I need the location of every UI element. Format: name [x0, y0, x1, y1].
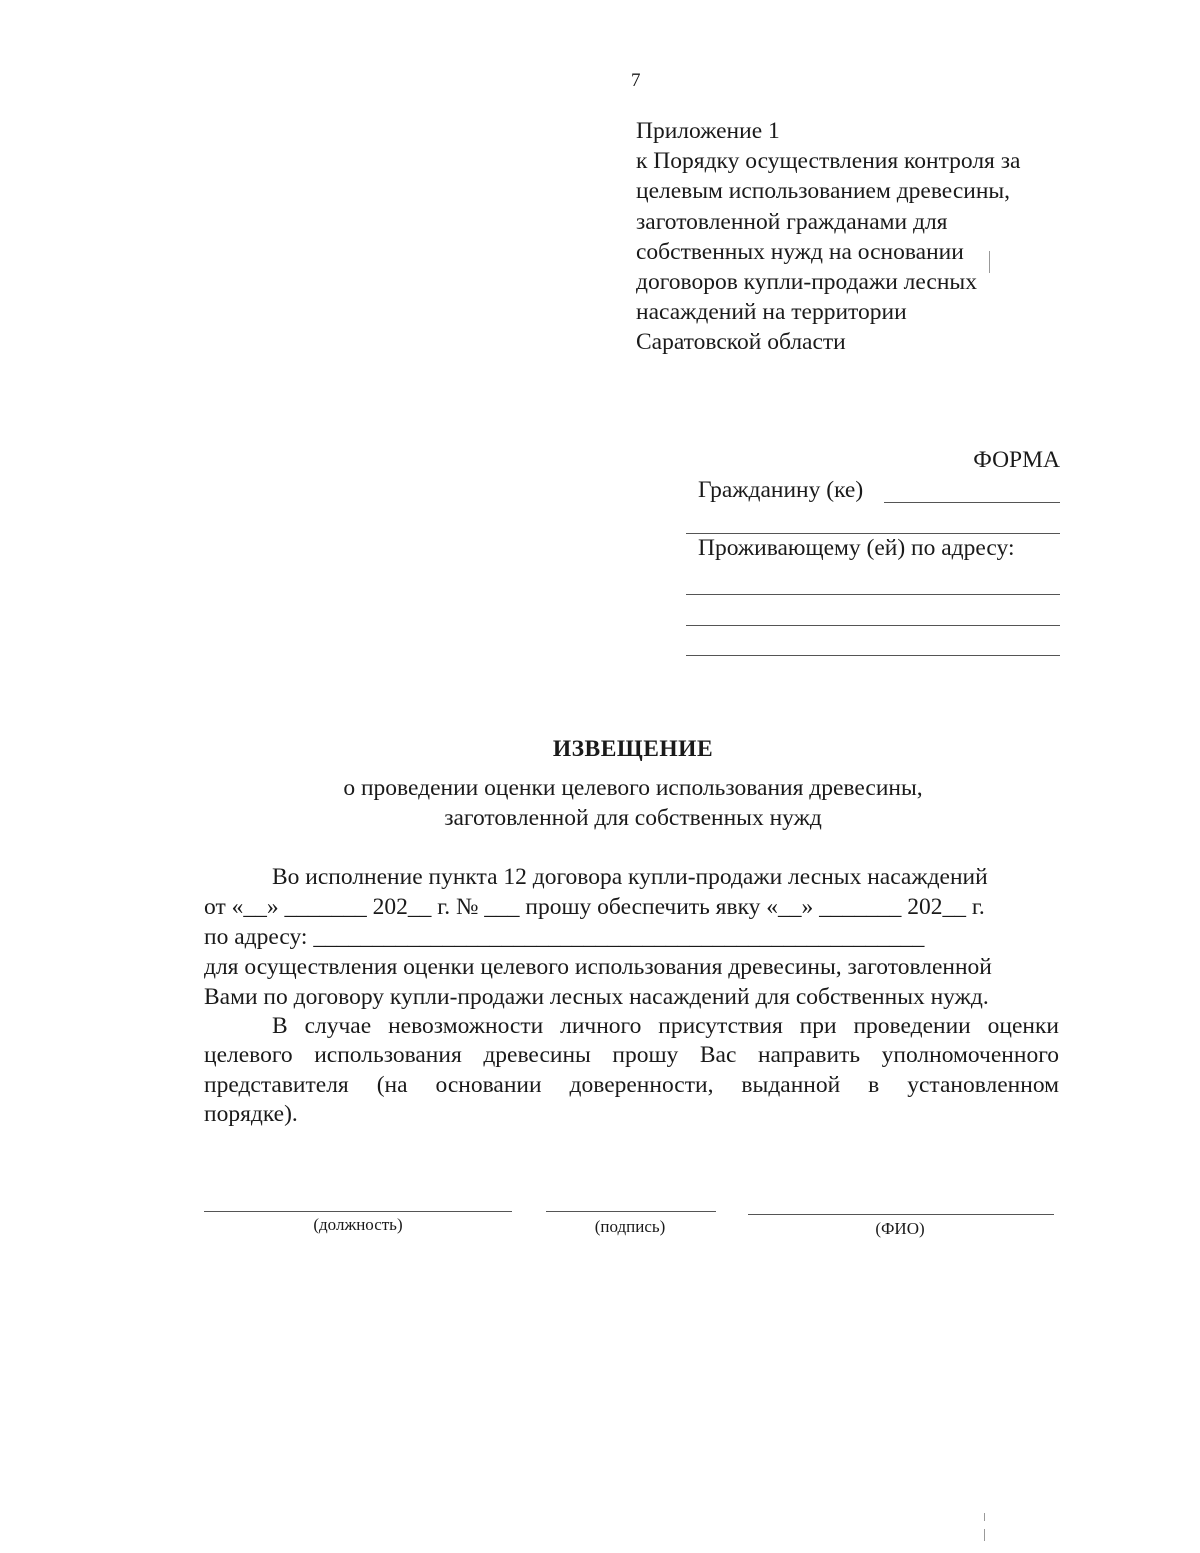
- citizen-name-line-1: [884, 502, 1060, 503]
- body-text-line: Во исполнение пункта 12 договора купли-продажи лесных насаждений: [272, 864, 988, 890]
- address-label: Проживающему (ей) по адресу:: [698, 535, 1015, 561]
- citizen-label: Гражданину (ке): [698, 477, 864, 503]
- appendix-line: к Порядку осуществления контроля за: [636, 148, 1021, 175]
- body-text-line: порядке).: [204, 1101, 298, 1127]
- body-text-line: Вами по договору купли-продажи лесных насаждений для собственных нужд.: [204, 984, 989, 1010]
- body-text-line: от «__» _______ 202__ г. № ___ прошу обеспечить явку «__» _______ 202__ г.: [204, 894, 985, 920]
- notice-title: ИЗВЕЩЕНИЕ: [552, 736, 714, 762]
- scan-artifact: [984, 1513, 985, 1521]
- appendix-line: целевым использованием древесины,: [636, 178, 1011, 205]
- signature-line: [546, 1211, 716, 1212]
- name-caption: (ФИО): [875, 1219, 925, 1238]
- address-line-1: [686, 594, 1060, 595]
- page-number: 7: [631, 70, 641, 91]
- appendix-line: Приложение 1: [636, 118, 780, 144]
- scan-artifact: [989, 251, 990, 273]
- appendix-line: собственных нужд на основании: [636, 238, 964, 265]
- scan-artifact: [984, 1529, 985, 1541]
- address-line-2: [686, 625, 1060, 626]
- name-signature-line: [748, 1214, 1054, 1215]
- notice-subtitle-line-2: заготовленной для собственных нужд: [444, 805, 822, 831]
- position-caption: (должность): [313, 1215, 403, 1234]
- appendix-line: договоров купли-продажи лесных: [636, 269, 977, 296]
- appendix-line: насаждений на территории: [636, 299, 907, 326]
- citizen-name-line-2: [686, 533, 1060, 534]
- appendix-header: [636, 116, 1020, 358]
- address-line-3: [686, 655, 1060, 656]
- body-text-line: В случае невозможности личного присутствия при проведении оценки: [272, 1013, 1059, 1039]
- notice-subtitle-line-1: о проведении оценки целевого использования древесины,: [343, 775, 923, 801]
- position-signature-line: [204, 1211, 512, 1212]
- form-label: ФОРМА: [973, 447, 1060, 473]
- appendix-line: Саратовской области: [636, 329, 846, 356]
- body-text-line: целевого использования древесины прошу Вас направить уполномоченного: [204, 1042, 1059, 1068]
- appendix-line: заготовленной гражданами для: [636, 208, 948, 235]
- body-text-line: представителя (на основании доверенности, выданной в установленном: [204, 1072, 1059, 1098]
- body-text-line: по адресу: ____________________________________________________: [204, 924, 925, 950]
- signature-caption: (подпись): [594, 1217, 666, 1236]
- body-text-line: для осуществления оценки целевого использования древесины, заготовленной: [204, 954, 992, 980]
